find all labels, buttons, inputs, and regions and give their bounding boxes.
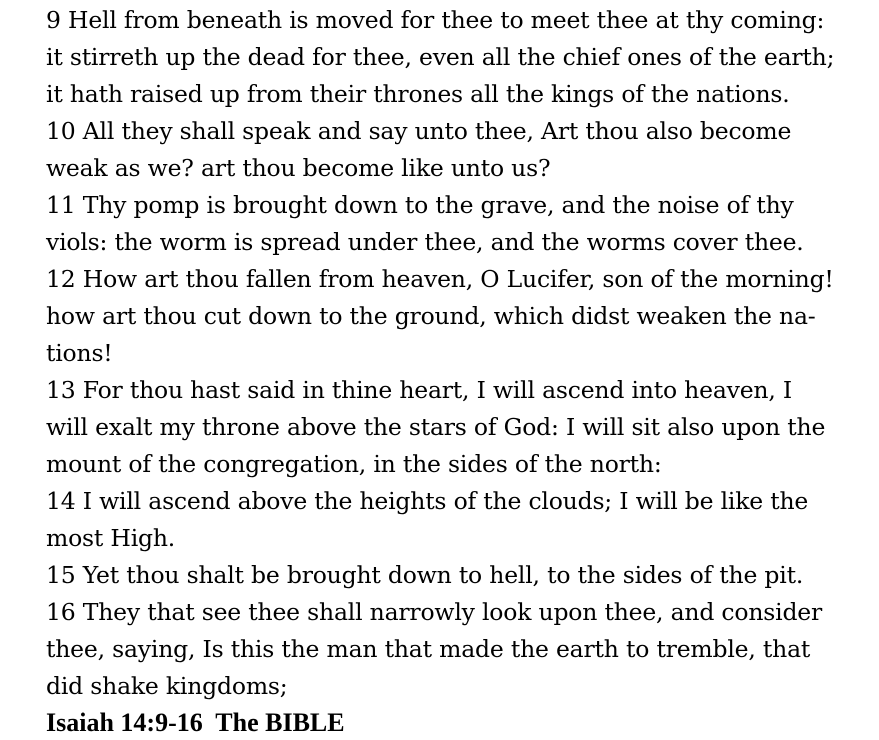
verse-line: 13 For thou hast said in thine heart, I will ascend into heaven, I	[46, 376, 792, 404]
verse-line: weak as we? art thou become like unto us?	[46, 154, 551, 182]
verse-line: how art thou cut down to the ground, which didst weaken the na-	[46, 302, 816, 330]
verse-line: 11 Thy pomp is brought down to the grave, and the noise of thy	[46, 191, 794, 219]
verse-line: thee, saying, Is this the man that made the earth to tremble, that	[46, 635, 811, 663]
verse-line: 10 All they shall speak and say unto thee, Art thou also become	[46, 117, 792, 145]
verse-line: 14 I will ascend above the heights of the clouds; I will be like the	[46, 487, 809, 515]
verse-line: 9 Hell from beneath is moved for thee to meet thee at thy coming:	[46, 6, 825, 34]
verse-line: will exalt my throne above the stars of God: I will sit also upon the	[46, 413, 826, 441]
verse-line: it hath raised up from their thrones all the kings of the nations.	[46, 80, 790, 108]
verse-line: tions!	[46, 339, 113, 367]
verse-line: 15 Yet thou shalt be brought down to hell, to the sides of the pit.	[46, 561, 804, 589]
verse-line: viols: the worm is spread under thee, and the worms cover thee.	[46, 228, 804, 256]
verse-line: most High.	[46, 524, 176, 552]
verse-line: mount of the congregation, in the sides of the north:	[46, 450, 662, 478]
scripture-citation: Isaiah 14:9-16 The BIBLE	[46, 708, 345, 737]
verse-line: did shake kingdoms;	[46, 672, 288, 700]
verse-line: 12 How art thou fallen from heaven, O Lucifer, son of the morning!	[46, 265, 834, 293]
verse-line: it stirreth up the dead for thee, even all the chief ones of the earth;	[46, 43, 835, 71]
verse-line: 16 They that see thee shall narrowly look upon thee, and consider	[46, 598, 823, 626]
